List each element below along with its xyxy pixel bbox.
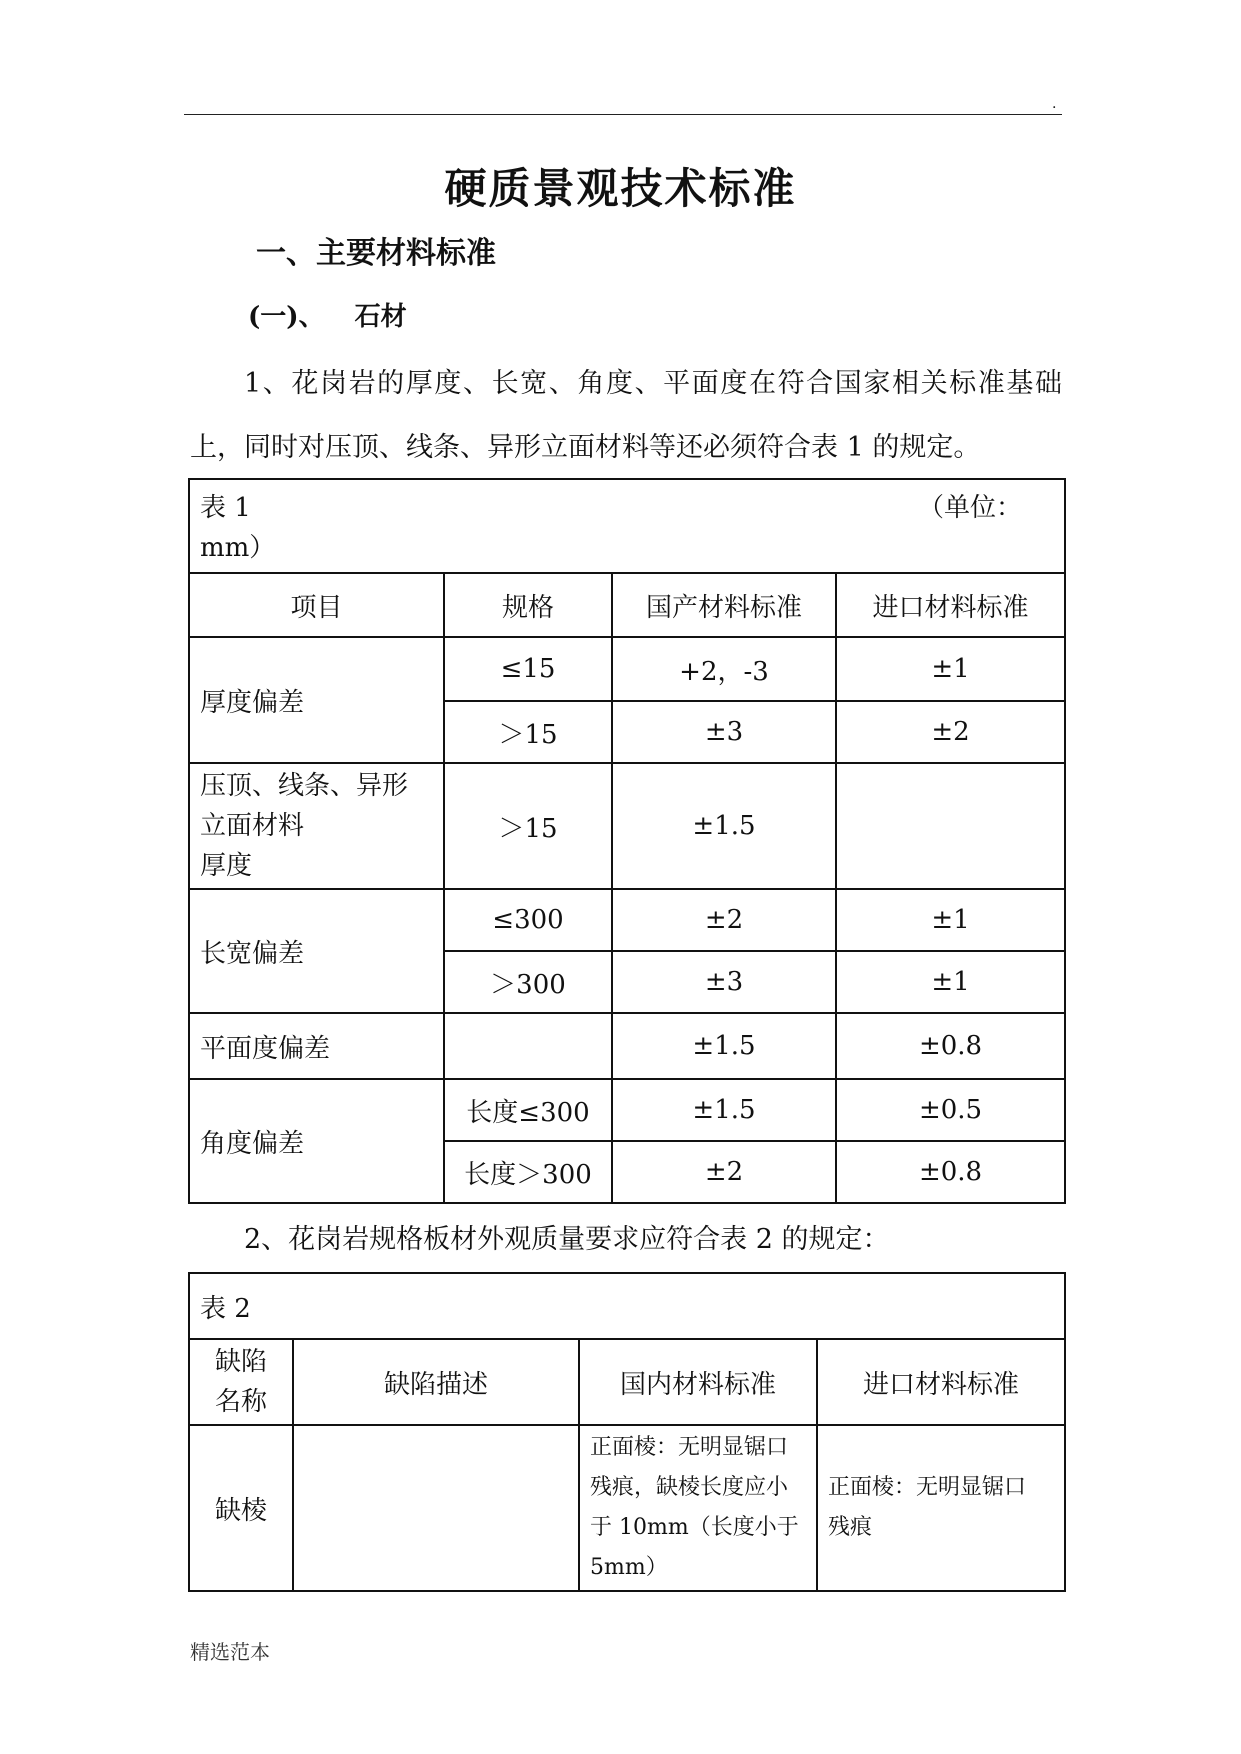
cell-domestic: ±1.5 — [612, 763, 836, 889]
table-unit-a: （单位： — [918, 493, 1023, 523]
cell-defect-desc — [293, 1425, 579, 1591]
cell-text-line: 残痕，缺棱长度应小 — [590, 1475, 789, 1500]
cell-item-line: 立面材料 — [200, 811, 305, 841]
cell-text-line: 正面棱：无明显锯口 — [828, 1475, 1027, 1500]
cell-item: 角度偏差 — [189, 1079, 444, 1203]
cell-domestic: ±1.5 — [612, 1079, 836, 1141]
cell-item — [189, 763, 444, 889]
table-1 — [188, 478, 1066, 1204]
document-title: 硬质景观技术标准 — [444, 164, 797, 213]
cell-import: ±2 — [836, 701, 1065, 763]
cell-text-line: 残痕 — [828, 1515, 873, 1540]
cell-text-line: 5mm） — [590, 1555, 668, 1580]
table-row — [189, 1013, 1065, 1079]
table-2 — [188, 1272, 1066, 1592]
header-defect-name-line: 缺陷 — [214, 1347, 267, 1377]
cell-import — [817, 1425, 1065, 1591]
table-caption-row — [189, 479, 1065, 573]
cell-domestic: +2，-3 — [612, 637, 836, 701]
cell-item: 平面度偏差 — [189, 1013, 444, 1079]
cell-text-line: 于 10mm（长度小于 — [590, 1515, 799, 1540]
paragraph-2: 2、花岗岩规格板材外观质量要求应符合表 2 的规定： — [244, 1224, 890, 1255]
cell-domestic: ±2 — [612, 1141, 836, 1203]
cell-spec — [444, 1013, 612, 1079]
header-import: 进口材料标准 — [836, 573, 1065, 637]
cell-item-line: 厚度 — [200, 851, 253, 881]
table-unit-b: mm） — [200, 533, 276, 563]
header-dot: . — [1052, 96, 1057, 112]
table-row — [189, 889, 1065, 951]
cell-text-line: 正面棱：无明显锯口 — [590, 1435, 789, 1460]
cell-domestic: ±3 — [612, 701, 836, 763]
cell-item: 厚度偏差 — [189, 637, 444, 763]
table-row — [189, 763, 1065, 889]
cell-import: ±1 — [836, 889, 1065, 951]
cell-domestic: ±3 — [612, 951, 836, 1013]
table-caption — [189, 479, 1065, 573]
header-rule — [184, 114, 1062, 115]
cell-spec: 长度＞300 — [444, 1141, 612, 1203]
cell-spec: ＞15 — [444, 763, 612, 889]
cell-import: ±0.8 — [836, 1013, 1065, 1079]
subsection-heading — [248, 296, 407, 333]
subsection-label: 石材 — [354, 302, 407, 332]
cell-spec: ≤15 — [444, 637, 612, 701]
header-domestic: 国内材料标准 — [579, 1339, 817, 1425]
cell-import: ±0.8 — [836, 1141, 1065, 1203]
table-header-row — [189, 1339, 1065, 1425]
cell-spec: ＞300 — [444, 951, 612, 1013]
cell-domestic: ±1.5 — [612, 1013, 836, 1079]
cell-import: ±1 — [836, 637, 1065, 701]
table-caption-row — [189, 1273, 1065, 1339]
table-caption-label: 表 1 — [200, 493, 251, 523]
footer-text: 精选范本 — [190, 1640, 270, 1664]
header-item: 项目 — [189, 573, 444, 637]
table-row — [189, 1079, 1065, 1141]
cell-item-line: 压顶、线条、异形 — [200, 771, 409, 801]
header-domestic: 国产材料标准 — [612, 573, 836, 637]
table-caption: 表 2 — [189, 1273, 1065, 1339]
cell-import — [836, 763, 1065, 889]
cell-defect-name: 缺棱 — [189, 1425, 293, 1591]
cell-item: 长宽偏差 — [189, 889, 444, 1013]
header-defect-desc: 缺陷描述 — [293, 1339, 579, 1425]
subsection-number: (一)、 — [248, 302, 325, 332]
cell-domestic — [579, 1425, 817, 1591]
header-defect-name-line: 名称 — [214, 1387, 267, 1417]
cell-import: ±1 — [836, 951, 1065, 1013]
cell-spec: 长度≤300 — [444, 1079, 612, 1141]
header-spec: 规格 — [444, 573, 612, 637]
cell-spec: ＞15 — [444, 701, 612, 763]
cell-domestic: ±2 — [612, 889, 836, 951]
cell-spec: ≤300 — [444, 889, 612, 951]
section-heading: 一、主要材料标准 — [256, 236, 496, 271]
table-row — [189, 1425, 1065, 1591]
table-row — [189, 637, 1065, 701]
header-defect-name — [189, 1339, 293, 1425]
cell-import: ±0.5 — [836, 1079, 1065, 1141]
header-import: 进口材料标准 — [817, 1339, 1065, 1425]
table-header-row — [189, 573, 1065, 637]
paragraph-1: 1、花岗岩的厚度、长宽、角度、平面度在符合国家相关标准基础上，同时对压顶、线条、异形立面材料等还必须符合表 1 的规定。 — [190, 368, 1062, 463]
